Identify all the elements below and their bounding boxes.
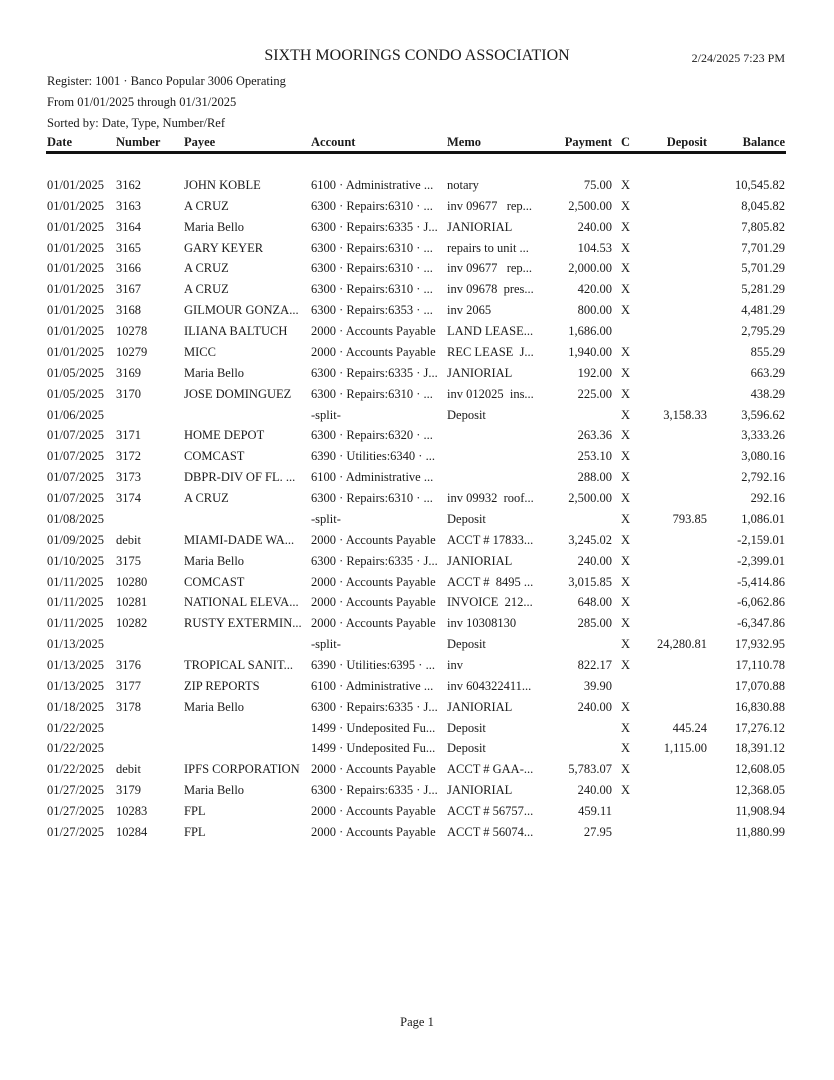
cell-account: 6300 · Repairs:6335 · J... <box>311 553 438 568</box>
cell-number: 3165 <box>116 240 141 255</box>
cell-payee: ZIP REPORTS <box>184 678 260 693</box>
cell-number: 3168 <box>116 303 141 318</box>
cell-payment: 2,500.00 <box>568 198 612 213</box>
cell-number: 3169 <box>116 365 141 380</box>
cell-account: 1499 · Undeposited Fu... <box>311 720 436 735</box>
cell-payee: FPL <box>184 804 206 819</box>
cell-account: 6300 · Repairs:6310 · ... <box>311 261 433 276</box>
cell-date: 01/01/2025 <box>47 178 104 192</box>
cell-balance: -2,399.01 <box>737 553 785 568</box>
cell-date: 01/01/2025 <box>47 324 104 339</box>
cell-date: 01/13/2025 <box>47 658 104 672</box>
cell-cleared: X <box>621 595 631 610</box>
cell-cleared: X <box>621 178 631 192</box>
cell-account: 6300 · Repairs:6310 · ... <box>311 386 433 401</box>
cell-date: 01/09/2025 <box>47 532 104 547</box>
cell-payment: 2,500.00 <box>568 491 612 506</box>
cell-memo: REC LEASE J... <box>447 344 534 359</box>
cell-payment: 285.00 <box>577 616 612 631</box>
cell-cleared: X <box>621 470 631 485</box>
cell-number: debit <box>116 762 141 777</box>
sort-order: Sorted by: Date, Type, Number/Ref <box>47 116 226 130</box>
cell-cleared: X <box>621 574 631 589</box>
header-cleared: C <box>621 135 631 149</box>
cell-account: 6100 · Administrative ... <box>311 678 434 693</box>
cell-date: 01/01/2025 <box>47 303 104 318</box>
table-row <box>0 825 834 845</box>
cell-balance: 17,110.78 <box>735 658 785 672</box>
header-deposit: Deposit <box>666 135 707 149</box>
cell-deposit: 3,158.33 <box>663 407 707 422</box>
cell-payee: GILMOUR GONZA... <box>184 303 299 318</box>
cell-balance: 11,880.99 <box>735 824 785 839</box>
cell-date: 01/11/2025 <box>47 595 104 610</box>
cell-account: 6100 · Administrative ... <box>311 470 434 485</box>
cell-payee: A CRUZ <box>184 282 229 297</box>
cell-cleared: X <box>621 741 631 756</box>
cell-balance: -6,062.86 <box>737 595 785 610</box>
cell-date: 01/10/2025 <box>47 553 104 568</box>
cell-payment: 225.00 <box>577 386 612 401</box>
table-row <box>0 303 834 323</box>
cell-number: 3172 <box>116 449 141 464</box>
cell-memo: inv 09932 roof... <box>447 491 534 506</box>
cell-balance: 3,596.62 <box>741 407 785 422</box>
cell-deposit: 24,280.81 <box>657 637 707 652</box>
header-payee: Payee <box>184 135 216 149</box>
cell-memo: INVOICE 212... <box>447 595 533 610</box>
cell-memo: inv 09677 rep... <box>447 261 533 276</box>
cell-date: 01/01/2025 <box>47 240 104 255</box>
cell-date: 01/22/2025 <box>47 720 104 735</box>
table-row <box>0 282 834 302</box>
cell-account: 6300 · Repairs:6353 · ... <box>311 303 433 318</box>
cell-payment: 39.90 <box>583 678 612 693</box>
cell-balance: 2,795.29 <box>741 324 785 339</box>
cell-memo: Deposit <box>447 637 486 652</box>
table-row <box>0 408 834 428</box>
table-row <box>0 595 834 615</box>
cell-date: 01/22/2025 <box>47 741 104 756</box>
cell-account: -split- <box>311 407 341 422</box>
cell-cleared: X <box>621 303 631 318</box>
cell-payee: FPL <box>184 824 206 839</box>
cell-account: 6300 · Repairs:6320 · ... <box>311 428 433 443</box>
cell-balance: -6,347.86 <box>737 616 785 631</box>
table-row <box>0 178 834 198</box>
cell-cleared: X <box>621 511 631 526</box>
table-row <box>0 679 834 699</box>
cell-payment: 459.11 <box>578 804 612 819</box>
table-row <box>0 700 834 720</box>
cell-account: -split- <box>311 637 341 652</box>
cell-payee: IPFS CORPORATION <box>184 762 300 777</box>
table-row <box>0 616 834 636</box>
cell-memo: inv 09678 pres... <box>447 282 534 297</box>
cell-date: 01/07/2025 <box>47 470 104 485</box>
cell-account: 6390 · Utilities:6340 · ... <box>311 449 435 464</box>
cell-balance: 5,281.29 <box>741 282 785 297</box>
cell-payee: A CRUZ <box>184 261 229 276</box>
cell-date: 01/07/2025 <box>47 428 104 443</box>
table-row <box>0 199 834 219</box>
cell-payment: 5,783.07 <box>568 762 612 777</box>
register-name: Register: 1001 · Banco Popular 3006 Operating <box>47 74 286 88</box>
cell-payee: HOME DEPOT <box>184 428 265 443</box>
table-row <box>0 637 834 657</box>
cell-payee: Maria Bello <box>184 553 245 568</box>
cell-deposit: 445.24 <box>672 720 707 735</box>
cell-payee: A CRUZ <box>184 198 229 213</box>
header-payment: Payment <box>564 135 612 149</box>
cell-payee: JOHN KOBLE <box>184 178 261 192</box>
table-row <box>0 241 834 261</box>
cell-account: 6300 · Repairs:6335 · J... <box>311 699 438 714</box>
cell-number: 3167 <box>116 282 141 297</box>
cell-balance: 10,545.82 <box>735 178 785 192</box>
cell-balance: 18,391.12 <box>735 741 785 756</box>
cell-cleared: X <box>621 532 631 547</box>
cell-balance: 7,701.29 <box>741 240 785 255</box>
cell-balance: 5,701.29 <box>741 261 785 276</box>
cell-memo: JANIORIAL <box>447 553 513 568</box>
cell-memo: Deposit <box>447 407 486 422</box>
cell-cleared: X <box>621 386 631 401</box>
cell-date: 01/11/2025 <box>47 616 104 631</box>
cell-date: 01/01/2025 <box>47 219 104 234</box>
cell-account: 6100 · Administrative ... <box>311 178 434 192</box>
cell-balance: 855.29 <box>750 344 785 359</box>
cell-number: 3179 <box>116 783 141 798</box>
cell-number: 10284 <box>116 824 148 839</box>
cell-balance: 12,368.05 <box>735 783 785 798</box>
cell-payee: Maria Bello <box>184 219 245 234</box>
cell-payment: 3,245.02 <box>568 532 612 547</box>
cell-number: 10279 <box>116 344 148 359</box>
cell-balance: 663.29 <box>750 365 785 380</box>
cell-payment: 75.00 <box>583 178 612 192</box>
cell-payee: Maria Bello <box>184 699 245 714</box>
cell-date: 01/05/2025 <box>47 386 104 401</box>
table-row <box>0 512 834 532</box>
cell-account: 2000 · Accounts Payable <box>311 344 436 359</box>
cell-payee: A CRUZ <box>184 491 229 506</box>
table-row <box>0 658 834 678</box>
cell-memo: inv 2065 <box>447 303 492 318</box>
cell-payment: 240.00 <box>577 553 612 568</box>
cell-account: 6300 · Repairs:6335 · J... <box>311 783 438 798</box>
header-account: Account <box>311 135 356 149</box>
table-row <box>0 449 834 469</box>
cell-account: 1499 · Undeposited Fu... <box>311 741 436 756</box>
date-range: From 01/01/2025 through 01/31/2025 <box>47 95 237 109</box>
cell-cleared: X <box>621 616 631 631</box>
cell-payment: 3,015.85 <box>568 574 612 589</box>
cell-memo: inv 09677 rep... <box>447 198 533 213</box>
cell-cleared: X <box>621 407 631 422</box>
page-number: Page 1 <box>400 1015 434 1029</box>
report-title: SIXTH MOORINGS CONDO ASSOCIATION <box>264 47 570 64</box>
cell-date: 01/13/2025 <box>47 678 104 693</box>
cell-balance: 1,086.01 <box>741 511 785 526</box>
cell-account: 2000 · Accounts Payable <box>311 574 436 589</box>
table-row <box>0 387 834 407</box>
cell-payment: 240.00 <box>577 783 612 798</box>
cell-memo: Deposit <box>447 741 486 756</box>
cell-number: 10281 <box>116 595 148 610</box>
table-row <box>0 721 834 741</box>
header-number: Number <box>116 135 161 149</box>
table-row <box>0 554 834 574</box>
cell-memo: ACCT # 17833... <box>447 532 534 547</box>
cell-number: 3166 <box>116 261 141 276</box>
cell-number: 3177 <box>116 678 141 693</box>
cell-cleared: X <box>621 449 631 464</box>
cell-date: 01/27/2025 <box>47 783 104 798</box>
cell-balance: 17,932.95 <box>735 637 785 652</box>
cell-account: -split- <box>311 511 341 526</box>
cell-date: 01/27/2025 <box>47 824 104 839</box>
cell-cleared: X <box>621 699 631 714</box>
cell-account: 2000 · Accounts Payable <box>311 324 436 339</box>
cell-account: 6300 · Repairs:6310 · ... <box>311 240 433 255</box>
cell-memo: inv 012025 ins... <box>447 386 534 401</box>
cell-cleared: X <box>621 344 631 359</box>
cell-date: 01/01/2025 <box>47 344 104 359</box>
header-date: Date <box>47 135 72 149</box>
cell-payment: 288.00 <box>577 470 612 485</box>
cell-cleared: X <box>621 762 631 777</box>
cell-account: 2000 · Accounts Payable <box>311 804 436 819</box>
cell-balance: 11,908.94 <box>735 804 785 819</box>
table-row <box>0 428 834 448</box>
cell-memo: notary <box>447 178 479 192</box>
header-memo: Memo <box>447 135 482 149</box>
cell-cleared: X <box>621 365 631 380</box>
cell-account: 6300 · Repairs:6310 · ... <box>311 491 433 506</box>
cell-date: 01/08/2025 <box>47 511 104 526</box>
cell-number: 3173 <box>116 470 141 485</box>
cell-payee: GARY KEYER <box>184 240 264 255</box>
cell-deposit: 1,115.00 <box>663 741 707 756</box>
cell-cleared: X <box>621 658 631 672</box>
cell-memo: inv 10308130 <box>447 616 517 631</box>
cell-balance: 17,070.88 <box>735 678 785 693</box>
cell-date: 01/13/2025 <box>47 637 104 652</box>
cell-number: 3170 <box>116 386 141 401</box>
cell-payment: 27.95 <box>583 824 612 839</box>
cell-cleared: X <box>621 428 631 443</box>
cell-payment: 192.00 <box>577 365 612 380</box>
cell-account: 6300 · Repairs:6310 · ... <box>311 198 433 213</box>
cell-account: 6390 · Utilities:6395 · ... <box>311 658 435 672</box>
table-row <box>0 261 834 281</box>
cell-memo: JANIORIAL <box>447 365 513 380</box>
cell-balance: 8,045.82 <box>741 198 785 213</box>
table-row <box>0 366 834 386</box>
table-row <box>0 762 834 782</box>
cell-payment: 240.00 <box>577 219 612 234</box>
cell-payment: 822.17 <box>577 658 612 672</box>
cell-account: 2000 · Accounts Payable <box>311 824 436 839</box>
table-row <box>0 491 834 511</box>
cell-number: 10283 <box>116 804 148 819</box>
cell-account: 2000 · Accounts Payable <box>311 595 436 610</box>
table-row <box>0 741 834 761</box>
cell-payee: ILIANA BALTUCH <box>184 324 288 339</box>
cell-payment: 420.00 <box>577 282 612 297</box>
cell-payee: RUSTY EXTERMIN... <box>184 616 302 631</box>
cell-date: 01/01/2025 <box>47 198 104 213</box>
header-divider <box>46 151 786 154</box>
cell-balance: 3,080.16 <box>741 449 785 464</box>
cell-date: 01/07/2025 <box>47 449 104 464</box>
cell-payee: MIAMI-DADE WA... <box>184 532 295 547</box>
cell-payee: TROPICAL SANIT... <box>184 658 294 672</box>
cell-date: 01/01/2025 <box>47 282 104 297</box>
cell-account: 2000 · Accounts Payable <box>311 532 436 547</box>
cell-payee: Maria Bello <box>184 783 245 798</box>
cell-number: 10282 <box>116 616 148 631</box>
cell-memo: LAND LEASE... <box>447 324 534 339</box>
cell-payment: 1,686.00 <box>568 324 612 339</box>
cell-payment: 253.10 <box>577 449 612 464</box>
cell-number: 3174 <box>116 491 141 506</box>
cell-memo: ACCT # GAA-... <box>447 762 534 777</box>
cell-number: debit <box>116 532 141 547</box>
cell-memo: Deposit <box>447 511 486 526</box>
table-row <box>0 324 834 344</box>
cell-date: 01/27/2025 <box>47 804 104 819</box>
cell-memo: Deposit <box>447 720 486 735</box>
cell-balance: 292.16 <box>750 491 785 506</box>
cell-payee: Maria Bello <box>184 365 245 380</box>
table-row <box>0 783 834 803</box>
cell-balance: 7,805.82 <box>741 219 785 234</box>
cell-date: 01/06/2025 <box>47 407 104 422</box>
cell-account: 6300 · Repairs:6335 · J... <box>311 365 438 380</box>
cell-cleared: X <box>621 240 631 255</box>
cell-payment: 104.53 <box>577 240 612 255</box>
cell-cleared: X <box>621 720 631 735</box>
cell-cleared: X <box>621 637 631 652</box>
cell-date: 01/18/2025 <box>47 699 104 714</box>
cell-memo: ACCT # 8495 ... <box>447 574 534 589</box>
cell-cleared: X <box>621 219 631 234</box>
cell-memo: JANIORIAL <box>447 219 513 234</box>
table-row <box>0 345 834 365</box>
cell-cleared: X <box>621 198 631 213</box>
cell-balance: 438.29 <box>750 386 785 401</box>
cell-account: 2000 · Accounts Payable <box>311 762 436 777</box>
cell-balance: 12,608.05 <box>735 762 785 777</box>
cell-account: 2000 · Accounts Payable <box>311 616 436 631</box>
cell-cleared: X <box>621 491 631 506</box>
cell-number: 10280 <box>116 574 148 589</box>
column-headers <box>47 135 785 151</box>
cell-account: 6300 · Repairs:6310 · ... <box>311 282 433 297</box>
cell-cleared: X <box>621 553 631 568</box>
cell-number: 3176 <box>116 658 141 672</box>
cell-payee: NATIONAL ELEVA... <box>184 595 299 610</box>
cell-payee: JOSE DOMINGUEZ <box>184 386 292 401</box>
cell-memo: inv <box>447 658 463 672</box>
cell-cleared: X <box>621 261 631 276</box>
cell-payment: 1,940.00 <box>568 344 612 359</box>
cell-number: 10278 <box>116 324 148 339</box>
cell-number: 3178 <box>116 699 141 714</box>
cell-payee: COMCAST <box>184 449 245 464</box>
cell-memo: ACCT # 56757... <box>447 804 534 819</box>
cell-payment: 2,000.00 <box>568 261 612 276</box>
cell-memo: JANIORIAL <box>447 699 513 714</box>
cell-number: 3175 <box>116 553 141 568</box>
cell-payee: MICC <box>184 344 216 359</box>
cell-date: 01/07/2025 <box>47 491 104 506</box>
cell-cleared: X <box>621 783 631 798</box>
cell-date: 01/05/2025 <box>47 365 104 380</box>
cell-number: 3164 <box>116 219 141 234</box>
table-row <box>0 575 834 595</box>
table-row <box>0 533 834 553</box>
cell-balance: 16,830.88 <box>735 699 785 714</box>
cell-balance: -2,159.01 <box>737 532 785 547</box>
cell-date: 01/01/2025 <box>47 261 104 276</box>
cell-memo: ACCT # 56074... <box>447 824 534 839</box>
cell-cleared: X <box>621 282 631 297</box>
cell-date: 01/11/2025 <box>47 574 104 589</box>
cell-date: 01/22/2025 <box>47 762 104 777</box>
cell-payee: DBPR-DIV OF FL. ... <box>184 470 296 485</box>
cell-balance: 3,333.26 <box>741 428 785 443</box>
cell-payment: 263.36 <box>577 428 612 443</box>
table-row <box>0 220 834 240</box>
header-balance: Balance <box>742 135 785 149</box>
cell-balance: 4,481.29 <box>741 303 785 318</box>
cell-number: 3162 <box>116 178 141 192</box>
cell-memo: repairs to unit ... <box>447 240 529 255</box>
cell-memo: inv 604322411... <box>447 678 532 693</box>
cell-payment: 648.00 <box>577 595 612 610</box>
cell-deposit: 793.85 <box>672 511 707 526</box>
cell-balance: 2,792.16 <box>741 470 785 485</box>
print-timestamp: 2/24/2025 7:23 PM <box>691 51 785 65</box>
cell-number: 3171 <box>116 428 141 443</box>
table-row <box>0 804 834 824</box>
cell-payee: COMCAST <box>184 574 245 589</box>
cell-memo: JANIORIAL <box>447 783 513 798</box>
cell-balance: 17,276.12 <box>735 720 785 735</box>
cell-number: 3163 <box>116 198 141 213</box>
cell-balance: -5,414.86 <box>737 574 785 589</box>
cell-payment: 240.00 <box>577 699 612 714</box>
cell-account: 6300 · Repairs:6335 · J... <box>311 219 438 234</box>
table-row <box>0 470 834 490</box>
cell-payment: 800.00 <box>577 303 612 318</box>
